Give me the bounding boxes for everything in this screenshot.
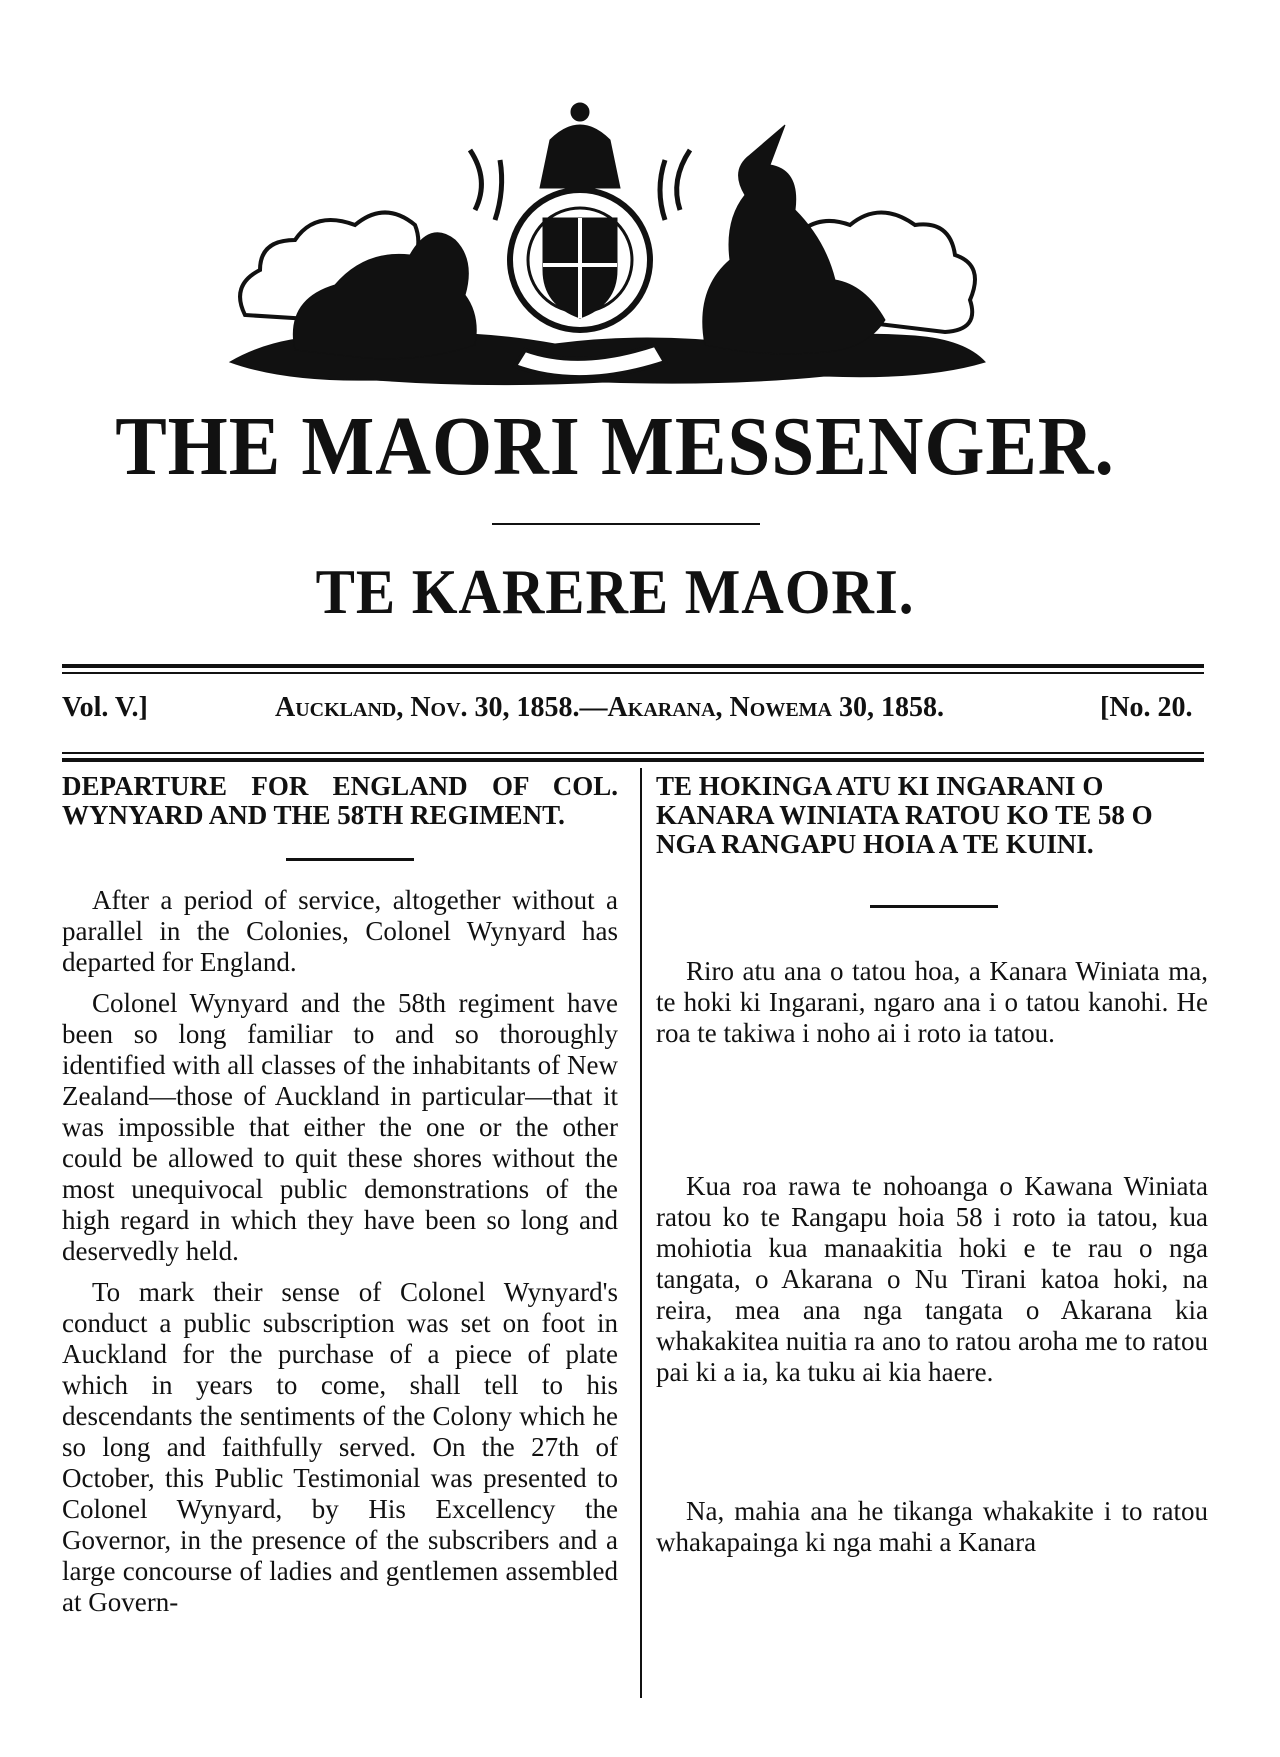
english-paragraph: Colonel Wynyard and the 58th regiment have been so long familiar to and so thoroughly identified with all classes of the inhabitants of New Zealand—those of Auckland in particular—that it was impossible that either the one or the other could be allowed to quit these shores without the most unequivocal public demonstrations of the high regard in which they have been so long and deservedly held. [62,988,618,1266]
dateline-top-rule [62,664,1204,668]
english-paragraph: After a period of service, altogether without a parallel in the Colonies, Colonel Wynyard has departed for England. [62,885,618,977]
dateline-bottom-rule [62,758,1204,762]
maori-paragraph: Kua roa rawa te nohoanga o Kawana Winiata ratou ko te Rangapu hoia 58 i roto ia tatou, kua mohiotia kua manaakitia hoki e te rau o nga tangata, o Akarana o Nu Tirani katoa hoki, na reira, mea ana nga tangata o Akarana kia whakakitea nuitia ra ano to ratou aroha me to ratou pai ki a ia, ka tuku ai kia haere. [656,1171,1208,1387]
english-paragraph: To mark their sense of Colonel Wynyard's conduct a public subscription was set on foot in Auckland for the purchase of a piece of plate which in years to come, shall tell to his descendants the sentiments of the Colony which he so long and faithfully served. On the 27th of October, this Public Testimonial was presented to Colonel Wynyard, by His Excellency the Governor, in the presence of the subscribers and a large concourse of ladies and gentlemen assembled at Govern- [62,1277,618,1617]
dateline-top-rule-thin [62,672,1204,674]
newspaper-title: THE MAORI MESSENGER. [115,400,1115,493]
maori-article-heading: TE HOKINGA ATU KI INGARANI O KANARA WINIATA RATOU KO TE 58 O NGA RANGAPU HOIA A TE KUINI. [656,771,1153,859]
issue-date: Auckland, Nov. 30, 1858.—Akarana, Nowema 30, 1858. [275,692,944,723]
english-heading-rule [286,858,414,861]
royal-coat-of-arms [225,100,990,390]
maori-article [656,772,1226,1558]
column-divider [640,768,642,1698]
issue-number: [No. 20. [1100,692,1193,723]
english-article-heading: DEPARTURE FOR ENGLAND OF COL. WYNYARD AND THE 58TH REGIMENT. [62,771,618,830]
volume-number: Vol. V.] [62,692,148,723]
dateline-bottom-rule-thin [62,752,1204,754]
english-article [62,772,634,1618]
newspaper-subtitle-maori: TE KARERE MAORI. [315,556,915,627]
title-divider [492,523,760,525]
maori-paragraph: Na, mahia ana he tikanga whakakite i to ratou whakapainga ki nga mahi a Kanara [656,1496,1208,1557]
maori-paragraph: Riro atu ana o tatou hoa, a Kanara Winiata ma, te hoki ki Ingarani, ngaro ana i o tatou kanohi. He roa te takiwa i noho ai i roto ia tatou. [656,956,1208,1048]
maori-heading-rule [870,905,998,908]
